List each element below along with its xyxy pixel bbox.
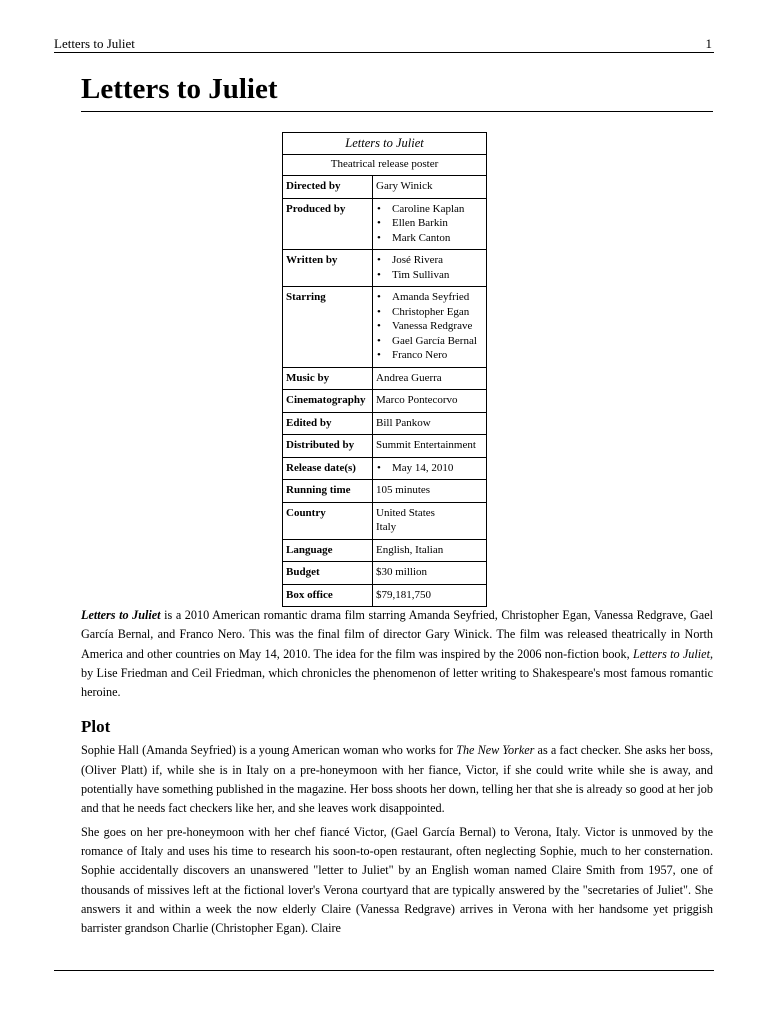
infobox-row-budget <box>283 562 487 585</box>
header-rule <box>54 52 714 53</box>
infobox-row-written-by <box>283 250 487 287</box>
list-item: • Vanessa Redgrave <box>376 319 483 334</box>
infobox-label: Budget <box>283 562 373 585</box>
infobox-label: Edited by <box>283 412 373 435</box>
infobox-value <box>373 198 487 250</box>
section-heading-plot: Plot <box>81 717 111 737</box>
infobox-value: Gary Winick <box>373 176 487 199</box>
article-body <box>81 606 713 942</box>
infobox-label: Country <box>283 502 373 539</box>
country-value: Italy <box>376 521 397 533</box>
list-item: • Amanda Seyfried <box>376 290 483 305</box>
running-header <box>54 36 714 52</box>
list-item: • Tim Sullivan <box>376 268 483 283</box>
infobox <box>282 132 487 607</box>
list-item: • May 14, 2010 <box>376 461 483 476</box>
running-title: Letters to Juliet <box>54 36 135 51</box>
infobox-label: Written by <box>283 250 373 287</box>
infobox-value: Bill Pankow <box>373 412 487 435</box>
plot-paragraph: She goes on her pre-honeymoon with her chef fiancé Victor, (Gael García Bernal) to Verona, Italy. Victor is unmoved by the romance of Italy and uses his time to research his soon-to-open restaurant, often neglecting Sophie, much to her consternation. Sophie accidentally discovers an unanswered "letter to Juliet" by an English woman named Claire Smith from 1957, one of thousands of missives left at the fictional lover's Verona courtyard that are typically answered by the "secretaries of Juliet". She answers it and within a week the now elderly Claire (Vanessa Redgrave) arrives in Verona with her handsome yet priggish barrister grandson Charlie (Christopher Egan). Claire <box>81 824 713 936</box>
list-item: • José Rivera <box>376 253 483 268</box>
list-item: • Mark Canton <box>376 231 483 246</box>
infobox-value <box>373 287 487 368</box>
infobox-label: Distributed by <box>283 435 373 458</box>
infobox-value: 105 minutes <box>373 480 487 503</box>
infobox-value <box>373 502 487 539</box>
infobox-row-edited-by <box>283 412 487 435</box>
magazine-ref: The New Yorker <box>456 743 535 758</box>
infobox-row-distributed-by <box>283 435 487 458</box>
infobox-label: Music by <box>283 367 373 390</box>
infobox-value: Marco Pontecorvo <box>373 390 487 413</box>
plot-text: as a fact checker. She asks her boss, (Oliver Platt) if, while she is in Italy on a pre-honeymoon with her fiance, Victor, if she could write while she is away, and potentially have something published in the magazine. Her boss shoots her down, telling her that she is already so good at her job and that he needs fact checkers like her, and she leaves work disappointed. <box>81 743 714 816</box>
infobox-label: Running time <box>283 480 373 503</box>
intro-text: , by Lise Friedman and Ceil Friedman, which chronicles the phenomenon of letter writing to Shakespeare's most famous romantic heroine. <box>81 646 714 700</box>
infobox-row-starring <box>283 287 487 368</box>
infobox-row-box-office <box>283 584 487 607</box>
release-date-list <box>376 461 483 476</box>
infobox-value: English, Italian <box>373 539 487 562</box>
infobox-row-directed-by <box>283 176 487 199</box>
infobox-value: $79,181,750 <box>373 584 487 607</box>
page-number: 1 <box>705 36 712 51</box>
infobox-value: Andrea Guerra <box>373 367 487 390</box>
infobox-value: $30 million <box>373 562 487 585</box>
infobox-caption: Theatrical release poster <box>283 154 487 176</box>
plot-paragraph <box>81 741 713 818</box>
infobox-value <box>373 457 487 480</box>
list-item: • Christopher Egan <box>376 305 483 320</box>
list-item: • Ellen Barkin <box>376 216 483 231</box>
writer-list <box>376 253 483 282</box>
page-title: Letters to Juliet <box>81 73 278 105</box>
infobox-row-music-by <box>283 367 487 390</box>
infobox-row-country <box>283 502 487 539</box>
title-rule <box>81 111 713 112</box>
intro-paragraph <box>81 606 713 702</box>
intro-text: is a 2010 American romantic drama film starring Amanda Seyfried, Christopher Egan, Vanessa Redgrave, Gael García Bernal, and Franco Nero. This was the final film of director Gary Winick. The film was released theatrically in North America and other countries on May 14, 2010. The idea for the film was inspired by the 2006 non-fiction book, <box>81 608 713 661</box>
book-title-ref: Letters to Juliet <box>632 646 710 661</box>
infobox-row-produced-by <box>283 198 487 250</box>
producer-list <box>376 202 483 246</box>
infobox-row-language <box>283 539 487 562</box>
infobox-label: Directed by <box>283 176 373 199</box>
infobox-value <box>373 250 487 287</box>
plot-text: Sophie Hall (Amanda Seyfried) is a young American woman who works for <box>81 743 457 758</box>
infobox-label: Language <box>283 539 373 562</box>
country-value: United States <box>376 506 435 519</box>
infobox-row-cinematography <box>283 390 487 413</box>
infobox-label: Starring <box>283 287 373 368</box>
list-item: • Franco Nero <box>376 348 483 363</box>
infobox-label: Produced by <box>283 198 373 250</box>
list-item: • Caroline Kaplan <box>376 202 483 217</box>
footer-rule <box>54 970 714 971</box>
infobox-label: Cinematography <box>283 390 373 413</box>
infobox-label: Box office <box>283 584 373 607</box>
infobox-row-running-time <box>283 480 487 503</box>
infobox-row-release-dates <box>283 457 487 480</box>
film-title-ref: Letters to Juliet <box>81 608 161 622</box>
infobox-value: Summit Entertainment <box>373 435 487 458</box>
infobox-title: Letters to Juliet <box>283 133 487 155</box>
cast-list <box>376 290 483 363</box>
list-item: • Gael García Bernal <box>376 334 483 349</box>
infobox-label: Release date(s) <box>283 457 373 480</box>
